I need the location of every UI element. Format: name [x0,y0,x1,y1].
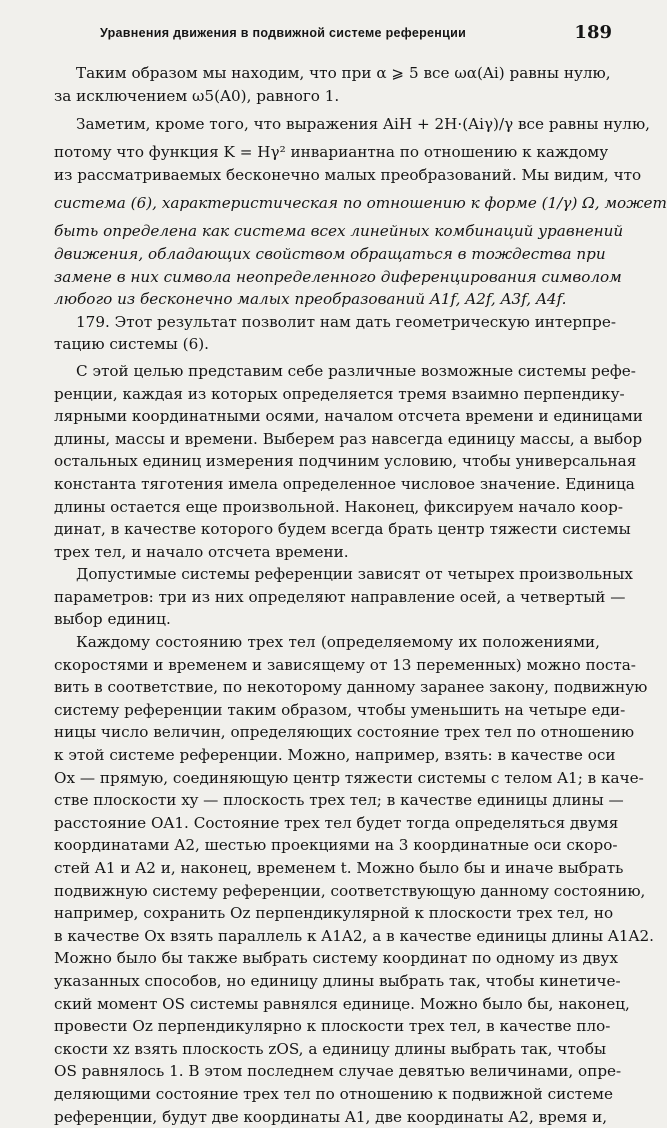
text-line: скоростями и временем и зависящему от 13 переменных) можно поста- [54,655,636,674]
text-line: выбор единиц. [54,610,171,629]
text-line: 179. Этот результат позволит нам дать геометрическую интерпре- [76,312,617,331]
text-line: ницы число величин, определяющих состояние трех тел по отношению [54,723,635,742]
text-line: референции, будут две координаты A1, две координаты A2, время и, [54,1107,608,1126]
text-line: подвижную систему референции, соответствующую данному состоянию, [54,881,646,900]
text-line: деляющими состояние трех тел по отношению к подвижной системе [54,1084,613,1103]
text-line: длины остается еще произвольной. Наконец, фиксируем начало коор- [54,497,623,516]
text-line: Заметим, кроме того, что выражения AiH + 2H·(Aiγ)/γ все равны нулю, [76,115,650,134]
text-line: координатами A2, шестью проекциями на 3 координатные оси скоро- [54,836,618,855]
text-line: любого из бесконечно малых преобразований A1f, A2f, A3f, A4f. [54,290,567,309]
text-line: указанных способов, но единицу длины выбрать так, чтобы кинетиче- [54,971,621,990]
text-line: из рассматриваемых бесконечно малых преобразований. Мы видим, что [54,165,642,184]
text-line: замене в них символа неопределенного диференцирования символом [54,267,622,286]
text-line: стей A1 и A2 и, наконец, временем t. Можно было бы и иначе выбрать [54,859,624,877]
text-line: OS равнялось 1. В этом последнем случае девятью величинами, опре- [54,1062,622,1081]
text-line: стве плоскости xy — плоскость трех тел; в качестве единицы длины — [54,791,624,810]
text-line: к этой системе референции. Можно, например, взять: в качестве оси [54,746,616,765]
running-title: Уравнения движения в подвижной системе референции [100,26,467,40]
text-line: тацию системы (6). [54,335,209,354]
text-line: система (6), характеристическая по отношению к форме (1/γ) Ω, может [54,194,667,213]
text-line: длины, массы и времени. Выберем раз навсегда единицу массы, а выбор [54,429,643,448]
text-line: лярными координатными осями, началом отсчета времени и единицами [54,407,643,426]
text-line: движения, обладающих свойством обращаться в тождества при [54,244,606,263]
text-line: потому что функция K = Hγ² инвариантна по отношению к каждому [54,143,609,162]
text-line: скости xz взять плоскость zOS, а единицу длины выбрать так, чтобы [54,1039,607,1058]
text-line: ский момент OS системы равнялся единице. Можно было бы, наконец, [54,994,630,1013]
text-line: Ox — прямую, соединяющую центр тяжести системы с телом A1; в каче- [54,768,644,787]
text-line: провести Oz перпендикулярно к плоскости трех тел, в качестве пло- [54,1017,611,1036]
text-line: Таким образом мы находим, что при α ⩾ 5 все ωα(Ai) равны нулю, [76,64,611,82]
text-line: расстояние OA1. Состояние трех тел будет тогда определяться двумя [54,813,619,832]
text-line: параметров: три из них определяют направление осей, а четвертый — [54,587,626,606]
text-line: за исключением ω5(A0), равного 1. [54,86,340,105]
text-line: Можно было бы также выбрать систему координат по одному из двух [54,949,619,968]
text-line: быть определена как система всех линейных комбинаций уравнений [54,222,624,241]
text-line: С этой целью представим себе различные возможные системы рефе- [76,361,636,380]
text-line: динат, в качестве которого будем всегда брать центр тяжести системы [54,520,631,539]
text-line: в качестве Ox взять параллель к A1A2, а в качестве единицы длины A1A2. [54,926,654,945]
text-line: систему референции таким образом, чтобы уменьшить на четыре еди- [54,700,626,719]
page-header [100,22,612,46]
text-line: трех тел, и начало отсчета времени. [54,542,349,561]
page-body [54,62,667,1128]
text-line: константа тяготения имела определенное числовое значение. Единица [54,474,635,493]
page-number: 189 [574,22,612,43]
text-line: Допустимые системы референции зависят от четырех произвольных [76,565,633,584]
text-line: вить в соответствие, по некоторому данному заранее закону, подвижную [54,678,648,697]
text-line: остальных единиц измерения подчиним условию, чтобы универсальная [54,452,637,471]
text-line: например, сохранить Oz перпендикулярной к плоскости трех тел, но [54,904,614,923]
text-line: ренции, каждая из которых определяется тремя взаимно перпендику- [54,384,625,403]
text-line: Каждому состоянию трех тел (определяемому их положениями, [76,633,600,652]
